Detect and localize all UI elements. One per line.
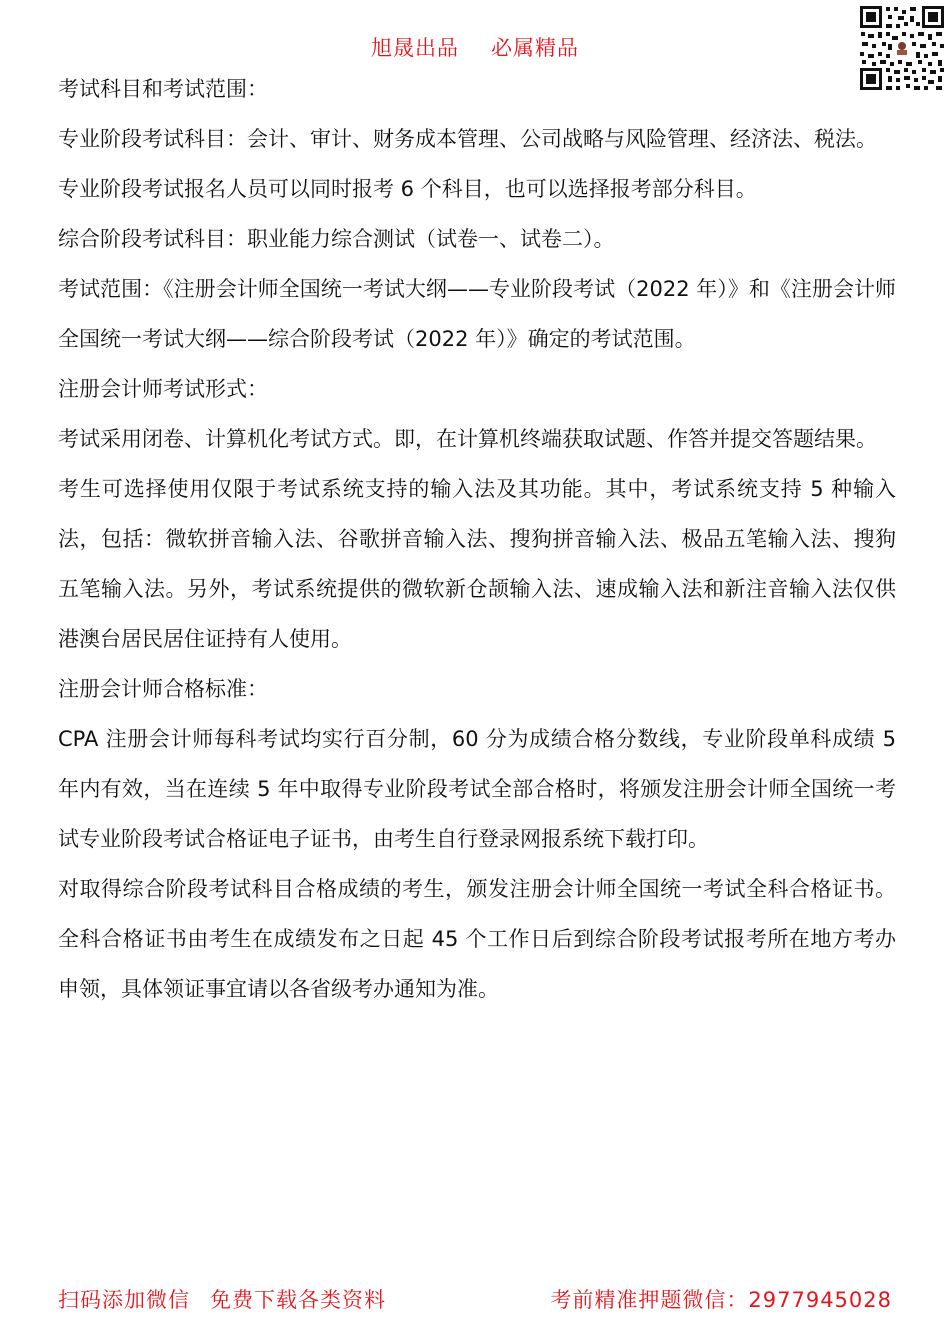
paragraph-comprehensive-subjects: 综合阶段考试科目：职业能力综合测试（试卷一、试卷二）。 (58, 227, 615, 251)
paragraph-scoring: CPA 注册会计师每科考试均实行百分制，60 分为成绩合格分数线，专业阶段单科成绩 5 年内有效，当在连续 5 年中取得专业阶段考试全部合格时，将颁发注册会计师全国统一考试专业阶段考试合格证电子证书，由考生自行登录网报系统下载打印。 (58, 727, 896, 851)
paragraph-exam-scope: 考试范围：《注册会计师全国统一考试大纲——专业阶段考试（2022 年）》和《注册会计师全国统一考试大纲——综合阶段考试（2022 年）》确定的考试范围。 (58, 277, 896, 351)
paragraph-professional-subjects: 专业阶段考试科目：会计、审计、财务成本管理、公司战略与风险管理、经济法、税法。 (58, 127, 877, 151)
paragraph-registration-subjects: 专业阶段考试报名人员可以同时报考 6 个科目，也可以选择报考部分科目。 (58, 177, 757, 201)
document-body (58, 64, 896, 1014)
header-brand-text: 旭晟出品 (371, 36, 459, 60)
section-heading-exam-format: 注册会计师考试形式： (58, 377, 268, 401)
paragraph-input-methods: 考生可选择使用仅限于考试系统支持的输入法及其功能。其中，考试系统支持 5 种输入法，包括：微软拼音输入法、谷歌拼音输入法、搜狗拼音输入法、极品五笔输入法、搜狗五笔输入法。另外，考试系统提供的微软新仓颉输入法、速成输入法和新注音输入法仅供港澳台居民居住证持有人使用。 (58, 477, 896, 651)
footer-download-text: 免费下载各类资料 (210, 1288, 386, 1312)
section-heading-pass-standard: 注册会计师合格标准： (58, 677, 268, 701)
header-slogan-text: 必属精品 (491, 36, 579, 60)
footer-wechat-contact: 考前精准押题微信：2977945028 (550, 1288, 892, 1312)
page-header (0, 32, 950, 62)
footer-scan-text: 扫码添加微信 (58, 1288, 190, 1312)
paragraph-exam-method: 考试采用闭卷、计算机化考试方式。即，在计算机终端获取试题、作答并提交答题结果。 (58, 427, 877, 451)
paragraph-certificate: 对取得综合阶段考试科目合格成绩的考生，颁发注册会计师全国统一考试全科合格证书。全科合格证书由考生在成绩发布之日起 45 个工作日后到综合阶段考试报考所在地方考办申领，具体领证事宜请以各省级考办通知为准。 (58, 877, 896, 1001)
section-heading-subjects: 考试科目和考试范围： (58, 77, 268, 101)
footer-promo (58, 1284, 386, 1314)
